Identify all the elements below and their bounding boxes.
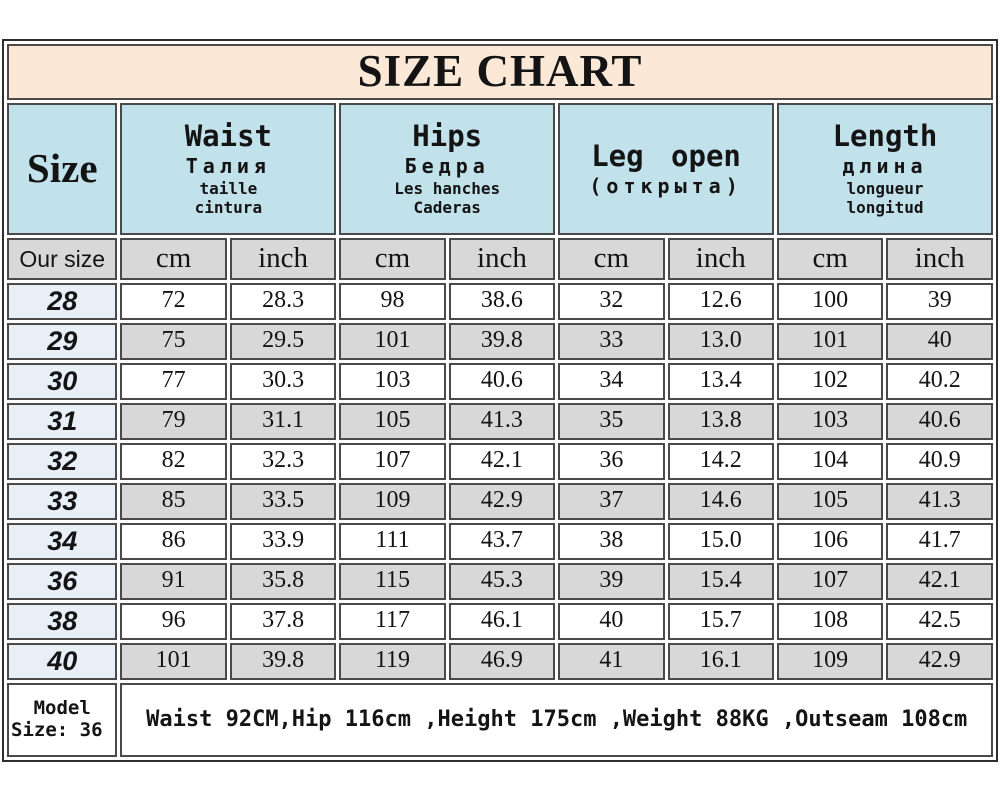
table-row bbox=[7, 403, 993, 440]
row-size-label: 34 bbox=[7, 523, 117, 560]
row-value-cell: 15.7 bbox=[668, 603, 774, 640]
row-value-cell: 77 bbox=[120, 363, 226, 400]
row-value-cell: 41 bbox=[558, 643, 664, 680]
row-value-cell: 41.3 bbox=[886, 483, 993, 520]
row-value-cell: 39 bbox=[558, 563, 664, 600]
table-row bbox=[7, 523, 993, 560]
length-column-header bbox=[777, 103, 993, 235]
row-value-cell: 101 bbox=[339, 323, 445, 360]
row-value-cell: 15.0 bbox=[668, 523, 774, 560]
row-value-cell: 13.4 bbox=[668, 363, 774, 400]
row-value-cell: 86 bbox=[120, 523, 226, 560]
row-size-label: 30 bbox=[7, 363, 117, 400]
table-row bbox=[7, 603, 993, 640]
table-row bbox=[7, 563, 993, 600]
row-value-cell: 32 bbox=[558, 283, 664, 320]
row-value-cell: 36 bbox=[558, 443, 664, 480]
row-value-cell: 39.8 bbox=[230, 643, 336, 680]
hips-column-header bbox=[339, 103, 555, 235]
leg-open-cm-header: cm bbox=[558, 238, 664, 280]
row-value-cell: 101 bbox=[120, 643, 226, 680]
hips-ru-label: Бедра bbox=[404, 154, 490, 179]
hips-es-label: Caderas bbox=[413, 198, 481, 218]
model-measurements-text: Waist 92CM,Hip 116cm ,Height 175cm ,Weight 88KG ,Outseam 108cm bbox=[120, 683, 993, 757]
row-value-cell: 79 bbox=[120, 403, 226, 440]
row-value-cell: 105 bbox=[777, 483, 883, 520]
row-value-cell: 29.5 bbox=[230, 323, 336, 360]
row-value-cell: 40.9 bbox=[886, 443, 993, 480]
row-value-cell: 41.7 bbox=[886, 523, 993, 560]
row-value-cell: 103 bbox=[339, 363, 445, 400]
row-value-cell: 43.7 bbox=[449, 523, 555, 560]
row-value-cell: 111 bbox=[339, 523, 445, 560]
table-row bbox=[7, 283, 993, 320]
hips-fr-label: Les hanches bbox=[394, 179, 501, 199]
row-value-cell: 103 bbox=[777, 403, 883, 440]
size-table-body bbox=[7, 283, 993, 680]
row-value-cell: 34 bbox=[558, 363, 664, 400]
our-size-header: Our size bbox=[7, 238, 117, 280]
row-value-cell: 107 bbox=[339, 443, 445, 480]
footer-row bbox=[7, 683, 993, 757]
row-value-cell: 14.2 bbox=[668, 443, 774, 480]
waist-inch-header: inch bbox=[230, 238, 336, 280]
row-value-cell: 98 bbox=[339, 283, 445, 320]
waist-ru-label: Талия bbox=[185, 154, 271, 179]
row-size-label: 40 bbox=[7, 643, 117, 680]
hips-inch-header: inch bbox=[449, 238, 555, 280]
row-size-label: 33 bbox=[7, 483, 117, 520]
hips-cm-header: cm bbox=[339, 238, 445, 280]
length-label: Length bbox=[832, 118, 938, 153]
row-value-cell: 104 bbox=[777, 443, 883, 480]
row-size-label: 31 bbox=[7, 403, 117, 440]
row-value-cell: 40.2 bbox=[886, 363, 993, 400]
row-value-cell: 117 bbox=[339, 603, 445, 640]
row-value-cell: 42.9 bbox=[886, 643, 993, 680]
row-value-cell: 40.6 bbox=[449, 363, 555, 400]
table-row bbox=[7, 363, 993, 400]
row-value-cell: 82 bbox=[120, 443, 226, 480]
row-value-cell: 39.8 bbox=[449, 323, 555, 360]
row-value-cell: 40 bbox=[558, 603, 664, 640]
row-size-label: 28 bbox=[7, 283, 117, 320]
row-value-cell: 101 bbox=[777, 323, 883, 360]
title-row bbox=[7, 44, 993, 100]
row-value-cell: 42.9 bbox=[449, 483, 555, 520]
row-value-cell: 33 bbox=[558, 323, 664, 360]
waist-fr-label: taille bbox=[199, 179, 258, 199]
units-header-row bbox=[7, 238, 993, 280]
row-size-label: 36 bbox=[7, 563, 117, 600]
row-value-cell: 96 bbox=[120, 603, 226, 640]
row-value-cell: 46.9 bbox=[449, 643, 555, 680]
length-es-label: longitud bbox=[846, 198, 924, 218]
row-value-cell: 32.3 bbox=[230, 443, 336, 480]
size-column-header: Size bbox=[7, 103, 117, 235]
leg-open-inch-header: inch bbox=[668, 238, 774, 280]
row-value-cell: 33.5 bbox=[230, 483, 336, 520]
row-value-cell: 38 bbox=[558, 523, 664, 560]
row-value-cell: 85 bbox=[120, 483, 226, 520]
page-title: SIZE CHART bbox=[7, 44, 993, 100]
row-value-cell: 42.5 bbox=[886, 603, 993, 640]
row-value-cell: 15.4 bbox=[668, 563, 774, 600]
length-ru-label: длина bbox=[842, 154, 928, 179]
row-value-cell: 45.3 bbox=[449, 563, 555, 600]
row-value-cell: 75 bbox=[120, 323, 226, 360]
length-cm-header: cm bbox=[777, 238, 883, 280]
row-value-cell: 40.6 bbox=[886, 403, 993, 440]
row-value-cell: 41.3 bbox=[449, 403, 555, 440]
row-value-cell: 40 bbox=[886, 323, 993, 360]
model-label: Model bbox=[33, 696, 91, 719]
waist-label: Waist bbox=[184, 118, 273, 153]
row-value-cell: 14.6 bbox=[668, 483, 774, 520]
table-row bbox=[7, 483, 993, 520]
row-value-cell: 100 bbox=[777, 283, 883, 320]
row-value-cell: 108 bbox=[777, 603, 883, 640]
row-value-cell: 102 bbox=[777, 363, 883, 400]
row-value-cell: 28.3 bbox=[230, 283, 336, 320]
row-value-cell: 13.8 bbox=[668, 403, 774, 440]
table-row bbox=[7, 323, 993, 360]
row-value-cell: 13.0 bbox=[668, 323, 774, 360]
length-inch-header: inch bbox=[886, 238, 993, 280]
row-value-cell: 115 bbox=[339, 563, 445, 600]
size-chart-table bbox=[2, 39, 998, 762]
leg-open-label: Leg open bbox=[591, 138, 741, 173]
row-value-cell: 35.8 bbox=[230, 563, 336, 600]
row-value-cell: 106 bbox=[777, 523, 883, 560]
row-value-cell: 91 bbox=[120, 563, 226, 600]
row-value-cell: 30.3 bbox=[230, 363, 336, 400]
row-value-cell: 105 bbox=[339, 403, 445, 440]
table-row bbox=[7, 443, 993, 480]
row-value-cell: 12.6 bbox=[668, 283, 774, 320]
row-value-cell: 37.8 bbox=[230, 603, 336, 640]
row-value-cell: 46.1 bbox=[449, 603, 555, 640]
row-value-cell: 119 bbox=[339, 643, 445, 680]
model-size-label: Size: 36 bbox=[11, 718, 103, 741]
hips-label: Hips bbox=[412, 118, 483, 153]
row-value-cell: 42.1 bbox=[449, 443, 555, 480]
row-value-cell: 109 bbox=[777, 643, 883, 680]
waist-cm-header: cm bbox=[120, 238, 226, 280]
measurement-header-row bbox=[7, 103, 993, 235]
row-size-label: 38 bbox=[7, 603, 117, 640]
model-size-cell bbox=[7, 683, 117, 757]
row-value-cell: 16.1 bbox=[668, 643, 774, 680]
row-size-label: 29 bbox=[7, 323, 117, 360]
leg-open-ru-label: (открыта) bbox=[589, 173, 743, 198]
row-value-cell: 72 bbox=[120, 283, 226, 320]
waist-column-header bbox=[120, 103, 336, 235]
length-fr-label: longueur bbox=[846, 179, 924, 199]
table-row bbox=[7, 643, 993, 680]
row-value-cell: 39 bbox=[886, 283, 993, 320]
row-value-cell: 37 bbox=[558, 483, 664, 520]
leg-open-column-header bbox=[558, 103, 774, 235]
waist-es-label: cintura bbox=[194, 198, 263, 218]
row-value-cell: 33.9 bbox=[230, 523, 336, 560]
row-value-cell: 42.1 bbox=[886, 563, 993, 600]
row-value-cell: 109 bbox=[339, 483, 445, 520]
row-value-cell: 31.1 bbox=[230, 403, 336, 440]
row-size-label: 32 bbox=[7, 443, 117, 480]
row-value-cell: 35 bbox=[558, 403, 664, 440]
row-value-cell: 107 bbox=[777, 563, 883, 600]
row-value-cell: 38.6 bbox=[449, 283, 555, 320]
